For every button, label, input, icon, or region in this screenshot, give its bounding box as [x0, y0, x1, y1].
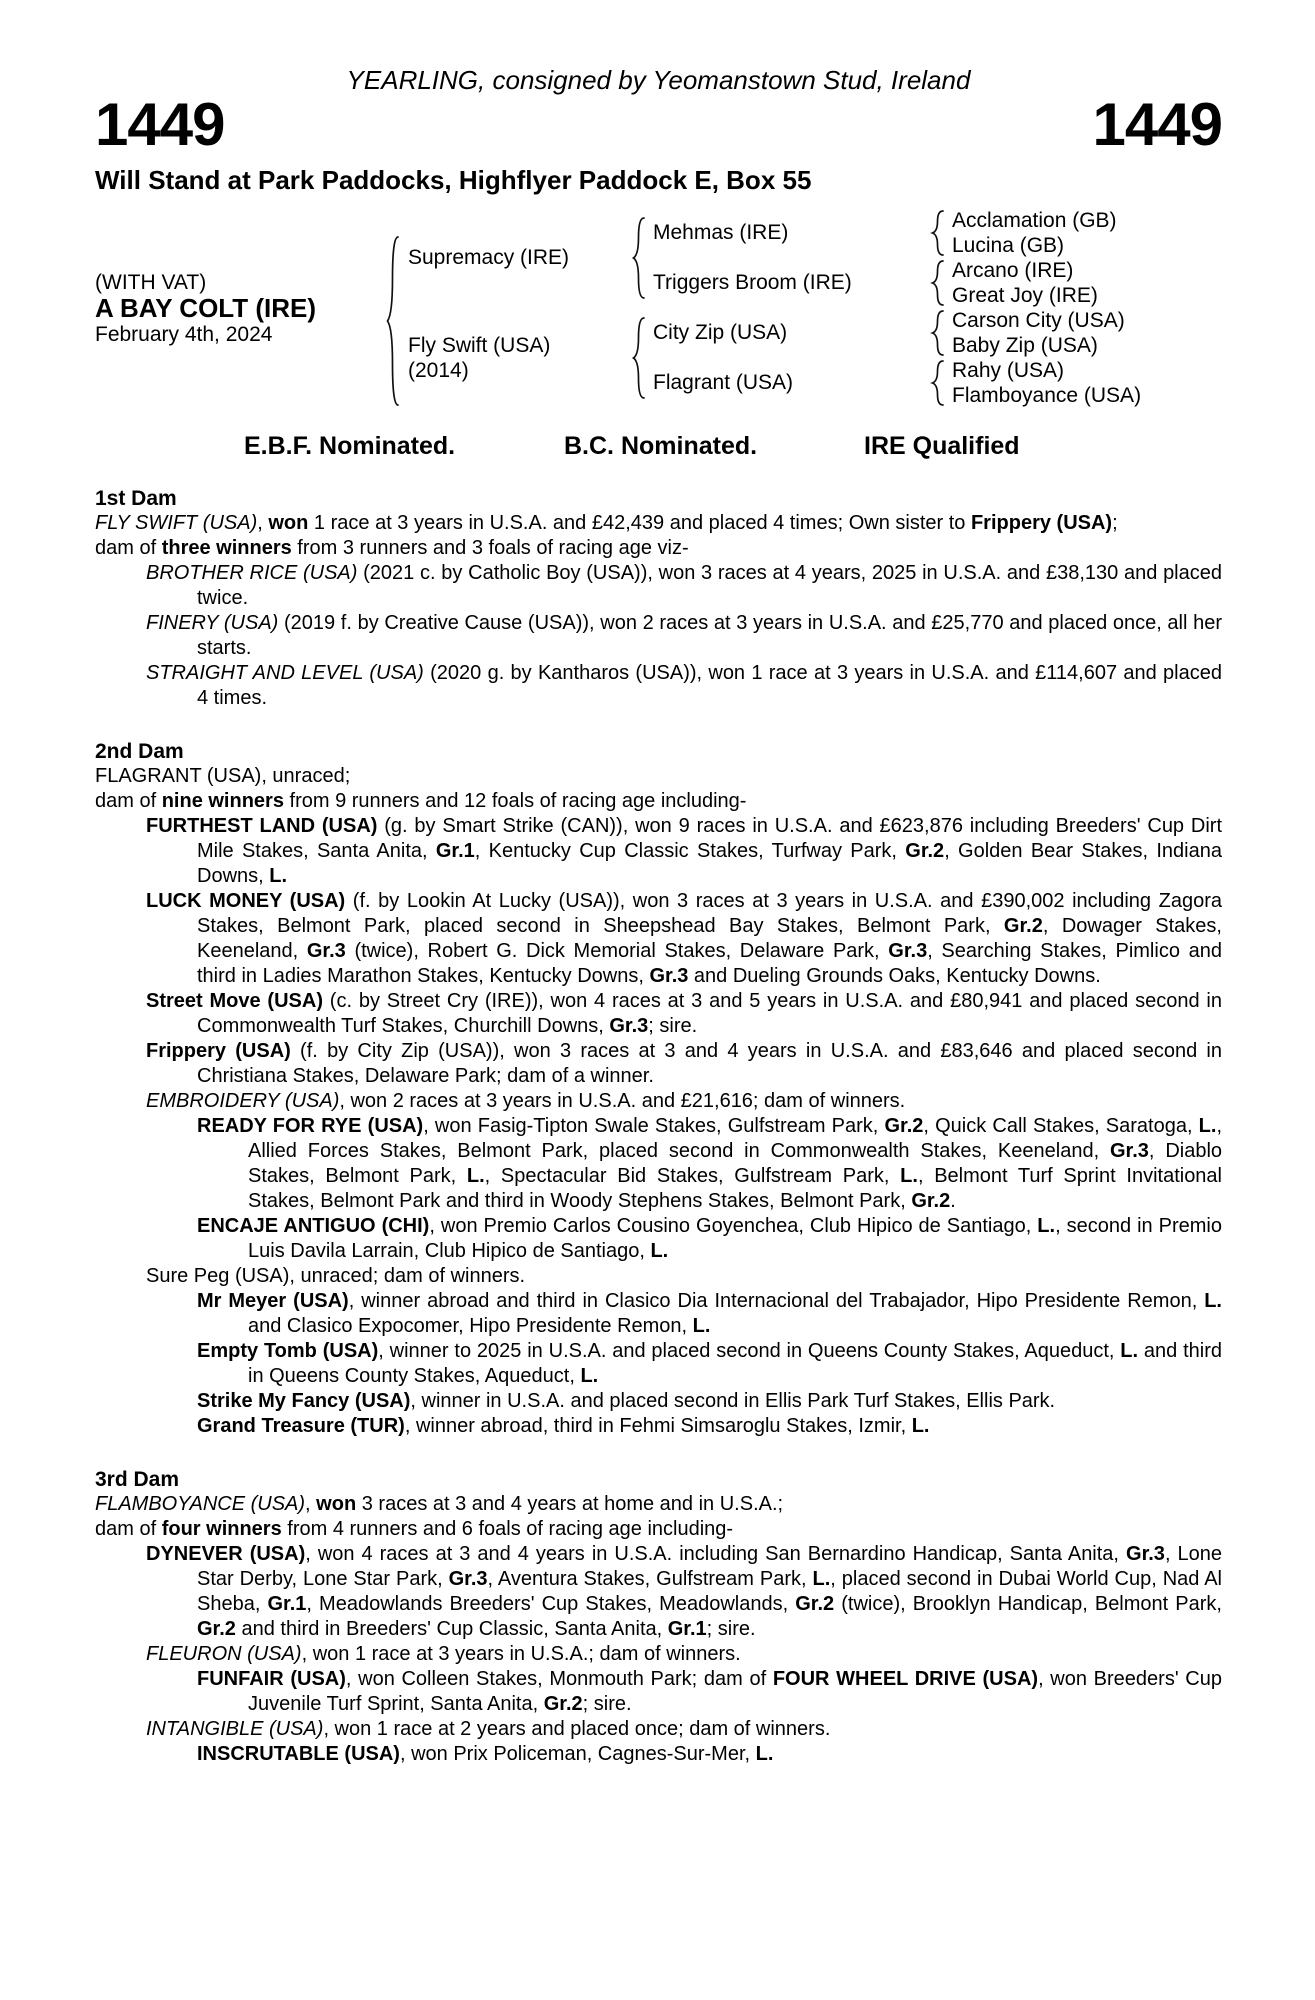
- dam-sections: [95, 486, 1222, 1767]
- styled-text-run: Gr.3: [649, 965, 689, 987]
- styled-text-run: won: [316, 1493, 357, 1515]
- text-run: , won 2 races at 3 years in U.S.A. and £21,616; dam of winners.: [339, 1090, 906, 1112]
- text-run: Sure Peg (USA), unraced; dam of winners.: [146, 1265, 526, 1287]
- catalogue-paragraph: [95, 814, 1222, 889]
- catalogue-paragraph: [95, 1089, 1222, 1114]
- section-heading: 1st Dam: [95, 487, 177, 510]
- catalogue-paragraph: [95, 536, 1222, 561]
- styled-text-run: L.: [269, 865, 288, 887]
- text-run: , won Premio Carlos Cousino Goyenchea, Club Hipico de Santiago,: [429, 1215, 1038, 1237]
- text-run: , won Breeders' Cup Juvenile Turf Sprint, Santa Anita,: [248, 1668, 1223, 1715]
- text-run: and third in Queens County Stakes, Aqueduct,: [248, 1340, 1223, 1387]
- ebf-nomination: E.B.F. Nominated.: [244, 432, 456, 460]
- pedigree-brace-main: [377, 233, 408, 408]
- text-run: , won Colleen Stakes, Monmouth Park; dam of: [345, 1668, 773, 1690]
- styled-text-run: Frippery (USA): [146, 1040, 291, 1062]
- styled-text-run: Gr.2: [543, 1693, 583, 1715]
- catalogue-paragraph: [95, 889, 1222, 989]
- catalogue-paragraph: [95, 1389, 1222, 1414]
- styled-text-run: L.: [900, 1165, 918, 1187]
- styled-text-run: Gr.3: [306, 940, 346, 962]
- styled-text-run: FLEURON (USA): [146, 1643, 302, 1665]
- text-run: , won Prix Policeman, Cagnes-Sur-Mer,: [399, 1743, 756, 1765]
- styled-text-run: Gr.3: [609, 1015, 649, 1037]
- text-run: dam of: [95, 537, 162, 559]
- styled-text-run: L.: [580, 1365, 599, 1387]
- section-heading: 3rd Dam: [95, 1468, 180, 1491]
- text-run: ; sire.: [706, 1618, 756, 1640]
- dam-name: Fly Swift (USA): [408, 334, 551, 357]
- styled-text-run: Gr.2: [795, 1593, 835, 1615]
- styled-text-run: BROTHER RICE (USA): [146, 562, 358, 584]
- pedigree-brace-gg3: [923, 308, 952, 358]
- catalogue-paragraph: [95, 1039, 1222, 1089]
- grandsire-paternal: Mehmas (IRE): [653, 221, 789, 244]
- great-grandparent-6: Baby Zip (USA): [952, 333, 1098, 357]
- text-run: , Spectacular Bid Stakes, Gulfstream Park,: [484, 1165, 901, 1187]
- styled-text-run: L.: [911, 1415, 930, 1437]
- styled-text-run: READY FOR RYE (USA): [197, 1115, 424, 1137]
- text-run: and Clasico Expocomer, Hipo Presidente Remon,: [248, 1315, 693, 1337]
- styled-text-run: Street Move (USA): [146, 990, 323, 1012]
- text-run: (twice), Brooklyn Handicap, Belmont Park,: [834, 1593, 1222, 1615]
- styled-text-run: L.: [755, 1743, 774, 1765]
- text-run: , Belmont Turf Sprint Invitational Stakes, Belmont Park and third in Woody Stephens Stakes, Belmont Park,: [248, 1165, 1223, 1212]
- great-grandparent-2: Lucina (GB): [952, 233, 1065, 257]
- catalogue-paragraph: [95, 764, 1222, 789]
- styled-text-run: Gr.3: [1126, 1543, 1165, 1565]
- text-run: , Dowager Stakes, Keeneland,: [197, 915, 1222, 962]
- text-run: , Diablo Stakes, Belmont Park,: [248, 1140, 1223, 1187]
- catalogue-paragraph: [95, 1492, 1222, 1517]
- styled-text-run: L.: [466, 1165, 485, 1187]
- text-run: and Dueling Grounds Oaks, Kentucky Downs.: [688, 965, 1101, 987]
- pedigree-brace-gg1: [923, 208, 952, 258]
- catalogue-paragraph: [95, 1517, 1222, 1542]
- styled-text-run: Gr.2: [905, 840, 945, 862]
- text-run: , placed second in Dubai World Cup, Nad Al Sheba,: [197, 1568, 1222, 1615]
- styled-text-run: FLAMBOYANCE (USA): [95, 1493, 306, 1515]
- styled-text-run: Gr.2: [884, 1115, 924, 1137]
- pedigree-subject: [95, 208, 377, 408]
- text-run: , winner abroad, third in Fehmi Simsaroglu Stakes, Izmir,: [404, 1415, 912, 1437]
- pedigree-brace-gg4: [923, 358, 952, 408]
- section-heading: 2nd Dam: [95, 740, 184, 763]
- text-run: FLAGRANT (USA), unraced;: [95, 765, 351, 787]
- text-run: ,: [257, 512, 269, 534]
- styled-text-run: Gr.2: [911, 1190, 951, 1212]
- catalogue-paragraph: [95, 1414, 1222, 1439]
- catalogue-paragraph: [95, 1289, 1222, 1339]
- text-run: and third in Breeders' Cup Classic, Santa Anita,: [235, 1618, 668, 1640]
- styled-text-run: won: [268, 512, 309, 534]
- text-run: from 9 runners and 12 foals of racing age including-: [283, 790, 747, 812]
- ire-qualified-badge: IRE Qualified: [864, 432, 1020, 460]
- styled-text-run: Strike My Fancy (USA): [197, 1390, 411, 1412]
- text-run: dam of: [95, 790, 162, 812]
- text-run: , Searching Stakes, Pimlico and third in Ladies Marathon Stakes, Kentucky Downs,: [197, 940, 1222, 987]
- pedigree-brace-dam: [625, 308, 653, 408]
- catalogue-paragraph: [95, 1114, 1222, 1214]
- styled-text-run: Gr.3: [888, 940, 928, 962]
- styled-text-run: Gr.1: [667, 1618, 707, 1640]
- styled-text-run: Gr.1: [267, 1593, 307, 1615]
- text-run: 3 races at 3 and 4 years at home and in U.S.A.;: [356, 1493, 784, 1515]
- text-run: (f. by City Zip (USA)), won 3 races at 3 and 4 years in U.S.A. and £83,646 and placed second in Christiana Stakes, Delaware Park; dam of a winner.: [197, 1040, 1222, 1087]
- catalogue-paragraph: [95, 561, 1222, 611]
- styled-text-run: DYNEVER (USA): [146, 1543, 306, 1565]
- catalogue-paragraph: [95, 1717, 1222, 1742]
- styled-text-run: LUCK MONEY (USA): [146, 890, 346, 912]
- dam-name-block: [408, 308, 625, 408]
- catalogue-paragraph: [95, 789, 1222, 814]
- granddam-paternal: Triggers Broom (IRE): [653, 271, 852, 294]
- styled-text-run: INTANGIBLE (USA): [146, 1718, 324, 1740]
- catalogue-paragraph: [95, 1264, 1222, 1289]
- catalogue-paragraph: [95, 511, 1222, 536]
- horse-name: A BAY COLT (IRE): [95, 292, 317, 323]
- great-grandparent-5: Carson City (USA): [952, 308, 1125, 332]
- nominations-row: [95, 432, 1222, 460]
- styled-text-run: Mr Meyer (USA): [197, 1290, 349, 1312]
- stand-location-line: Will Stand at Park Paddocks, Highflyer Paddock E, Box 55: [95, 165, 812, 195]
- styled-text-run: L.: [1204, 1290, 1222, 1312]
- styled-text-run: L.: [1037, 1215, 1056, 1237]
- text-run: , winner abroad and third in Clasico Dia Internacional del Trabajador, Hipo Presidente Remon,: [348, 1290, 1205, 1312]
- granddam-maternal: Flagrant (USA): [653, 371, 794, 394]
- styled-text-run: FOUR WHEEL DRIVE (USA): [772, 1668, 1039, 1690]
- styled-text-run: L.: [1198, 1115, 1217, 1137]
- styled-text-run: L.: [650, 1240, 669, 1262]
- catalogue-paragraph: [95, 1742, 1222, 1767]
- text-run: , won 4 races at 3 and 4 years in U.S.A. including San Bernardino Handicap, Santa Anita,: [305, 1543, 1127, 1565]
- catalogue-paragraph: [95, 989, 1222, 1039]
- text-run: from 4 runners and 6 foals of racing age including-: [281, 1518, 734, 1540]
- styled-text-run: ENCAJE ANTIGUO (CHI): [197, 1215, 430, 1237]
- dam-year: (2014): [408, 359, 469, 382]
- styled-text-run: Gr.1: [435, 840, 475, 862]
- text-run: (c. by Street Cry (IRE)), won 4 races at 3 and 5 years in U.S.A. and £80,941 and placed second in Commonwealth Turf Stakes, Churchill Downs,: [197, 990, 1222, 1037]
- great-grandparent-1: Acclamation (GB): [952, 208, 1117, 232]
- styled-text-run: Gr.3: [1109, 1140, 1149, 1162]
- text-run: (2020 g. by Kantharos (USA)), won 1 race at 3 years in U.S.A. and £114,607 and placed 4 times.: [197, 662, 1222, 709]
- styled-text-run: L.: [692, 1315, 711, 1337]
- text-run: , Allied Forces Stakes, Belmont Park, placed second in Commonwealth Stakes, Keeneland,: [248, 1115, 1223, 1162]
- styled-text-run: FINERY (USA): [146, 612, 279, 634]
- great-grandparent-8: Flamboyance (USA): [952, 383, 1142, 407]
- styled-text-run: Gr.3: [448, 1568, 488, 1590]
- styled-text-run: FLY SWIFT (USA): [95, 512, 258, 534]
- text-run: , Lone Star Derby, Lone Star Park,: [197, 1543, 1222, 1590]
- consignor-line: YEARLING, consigned by Yeomanstown Stud, Ireland: [346, 65, 971, 95]
- lot-number-right: 1449: [1092, 91, 1222, 158]
- text-run: .: [950, 1190, 956, 1212]
- text-run: , won 1 race at 2 years and placed once; dam of winners.: [323, 1718, 831, 1740]
- text-run: , Golden Bear Stakes, Indiana Downs,: [197, 840, 1222, 887]
- text-run: , winner in U.S.A. and placed second in Ellis Park Turf Stakes, Ellis Park.: [410, 1390, 1056, 1412]
- text-run: , won Fasig-Tipton Swale Stakes, Gulfstream Park,: [423, 1115, 885, 1137]
- text-run: (2019 f. by Creative Cause (USA)), won 2 races at 3 years in U.S.A. and £25,770 and placed once, all her starts.: [197, 612, 1222, 659]
- pedigree-brace-sire: [625, 208, 653, 308]
- styled-text-run: Gr.2: [197, 1618, 236, 1640]
- sire-name: Supremacy (IRE): [408, 246, 570, 269]
- text-run: ;: [1112, 512, 1118, 534]
- text-run: , Aventura Stakes, Gulfstream Park,: [487, 1568, 813, 1590]
- catalogue-paragraph: [95, 1214, 1222, 1264]
- catalogue-paragraph: [95, 1667, 1222, 1717]
- styled-text-run: L.: [1120, 1340, 1139, 1362]
- text-run: , winner to 2025 in U.S.A. and placed second in Queens County Stakes, Aqueduct,: [378, 1340, 1121, 1362]
- text-run: , Kentucky Cup Classic Stakes, Turfway Park,: [474, 840, 906, 862]
- text-run: (2021 c. by Catholic Boy (USA)), won 3 races at 4 years, 2025 in U.S.A. and £38,130 and placed twice.: [197, 562, 1222, 609]
- styled-text-run: INSCRUTABLE (USA): [197, 1743, 400, 1765]
- styled-text-run: STRAIGHT AND LEVEL (USA): [146, 662, 424, 684]
- great-grandparent-7: Rahy (USA): [952, 358, 1065, 382]
- text-run: (g. by Smart Strike (CAN)), won 9 races in U.S.A. and £623,876 including Breeders' Cup Dirt Mile Stakes, Santa Anita,: [197, 815, 1222, 862]
- styled-text-run: nine winners: [161, 790, 284, 812]
- styled-text-run: L.: [812, 1568, 831, 1590]
- text-run: ,: [305, 1493, 317, 1515]
- text-run: (f. by Lookin At Lucky (USA)), won 3 races at 3 years in U.S.A. and £390,002 including Zagora Stakes, Belmont Park, placed second in Sheepshead Bay Stakes, Belmont Park,: [197, 890, 1222, 937]
- text-run: , Quick Call Stakes, Saratoga,: [923, 1115, 1199, 1137]
- styled-text-run: FURTHEST LAND (USA): [146, 815, 378, 837]
- catalogue-paragraph: [95, 611, 1222, 661]
- styled-text-run: four winners: [161, 1518, 282, 1540]
- catalogue-paragraph: [95, 1642, 1222, 1667]
- styled-text-run: Gr.2: [1003, 915, 1043, 937]
- grandsire-maternal: City Zip (USA): [653, 321, 788, 344]
- styled-text-run: Grand Treasure (TUR): [197, 1415, 405, 1437]
- text-run: 1 race at 3 years in U.S.A. and £42,439 and placed 4 times; Own sister to: [308, 512, 971, 534]
- text-run: dam of: [95, 1518, 162, 1540]
- text-run: , won 1 race at 3 years in U.S.A.; dam of winners.: [301, 1643, 741, 1665]
- pedigree-table: [95, 208, 1222, 408]
- text-run: ; sire.: [648, 1015, 698, 1037]
- great-grandparent-3: Arcano (IRE): [952, 258, 1074, 282]
- styled-text-run: EMBROIDERY (USA): [146, 1090, 340, 1112]
- vat-note: (WITH VAT): [95, 270, 207, 294]
- text-run: , second in Premio Luis Davila Larrain, Club Hipico de Santiago,: [248, 1215, 1223, 1262]
- great-grandparent-4: Great Joy (IRE): [952, 283, 1098, 307]
- styled-text-run: three winners: [161, 537, 292, 559]
- lot-number-left: 1449: [95, 91, 225, 158]
- catalogue-paragraph: [95, 1542, 1222, 1642]
- lot-number-row: [95, 91, 1222, 158]
- pedigree-brace-gg2: [923, 258, 952, 308]
- styled-text-run: FUNFAIR (USA): [197, 1668, 346, 1690]
- text-run: ; sire.: [582, 1693, 632, 1715]
- text-run: (twice), Robert G. Dick Memorial Stakes, Delaware Park,: [345, 940, 889, 962]
- text-run: , Meadowlands Breeders' Cup Stakes, Meadowlands,: [306, 1593, 796, 1615]
- bc-nomination: B.C. Nominated.: [564, 432, 758, 460]
- styled-text-run: Frippery (USA): [970, 512, 1113, 534]
- text-run: from 3 runners and 3 foals of racing age viz-: [291, 537, 689, 559]
- catalogue-paragraph: [95, 1339, 1222, 1389]
- foal-date: February 4th, 2024: [95, 322, 273, 346]
- catalogue-paragraph: [95, 661, 1222, 711]
- styled-text-run: Empty Tomb (USA): [197, 1340, 379, 1362]
